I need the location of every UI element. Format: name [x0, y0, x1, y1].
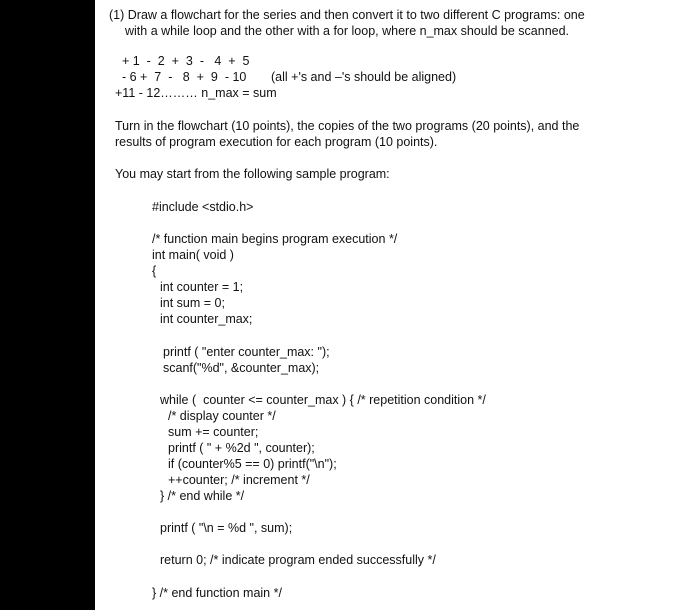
code-line: /* function main begins program execution */ [152, 232, 398, 246]
code-line: while ( counter <= counter_max ) { /* repetition condition */ [160, 393, 486, 407]
code-line: sum += counter; [168, 425, 259, 439]
code-line: } /* end while */ [160, 489, 245, 503]
code-line: int sum = 0; [160, 296, 225, 310]
code-line: int main( void ) [152, 248, 234, 262]
series-row-2: - 6 + 7 - 8 + 9 - 10 [122, 70, 247, 84]
series-row-3: +11 - 12……… n_max = sum [115, 86, 277, 100]
code-line: int counter_max; [160, 312, 253, 326]
instructions-line-2: results of program execution for each program (10 points). [115, 135, 438, 149]
code-line: printf ( "enter counter_max: "); [163, 345, 330, 359]
series-row-1: + 1 - 2 + 3 - 4 + 5 [122, 54, 250, 68]
code-line: int counter = 1; [160, 280, 244, 294]
code-line: printf ( " + %2d ", counter); [168, 441, 315, 455]
code-line: } /* end function main */ [152, 586, 282, 600]
code-line: return 0; /* indicate program ended successfully */ [160, 553, 436, 567]
start-note: You may start from the following sample program: [115, 167, 390, 181]
code-line: printf ( "\n = %d ", sum); [160, 521, 293, 535]
code-line: { [152, 264, 157, 278]
code-line: /* display counter */ [168, 409, 276, 423]
code-line: if (counter%5 == 0) printf("\n"); [168, 457, 337, 471]
question-line-1: (1) Draw a flowchart for the series and then convert it to two different C programs: one [109, 8, 585, 22]
code-line: #include <stdio.h> [152, 200, 254, 214]
question-line-2: with a while loop and the other with a for loop, where n_max should be scanned. [125, 24, 570, 38]
code-line: ++counter; /* increment */ [168, 473, 310, 487]
code-line: scanf("%d", &counter_max); [163, 361, 320, 375]
document-page [95, 0, 700, 610]
instructions-line-1: Turn in the flowchart (10 points), the copies of the two programs (20 points), and the [115, 119, 580, 133]
series-alignment-note: (all +'s and –'s should be aligned) [271, 70, 457, 84]
